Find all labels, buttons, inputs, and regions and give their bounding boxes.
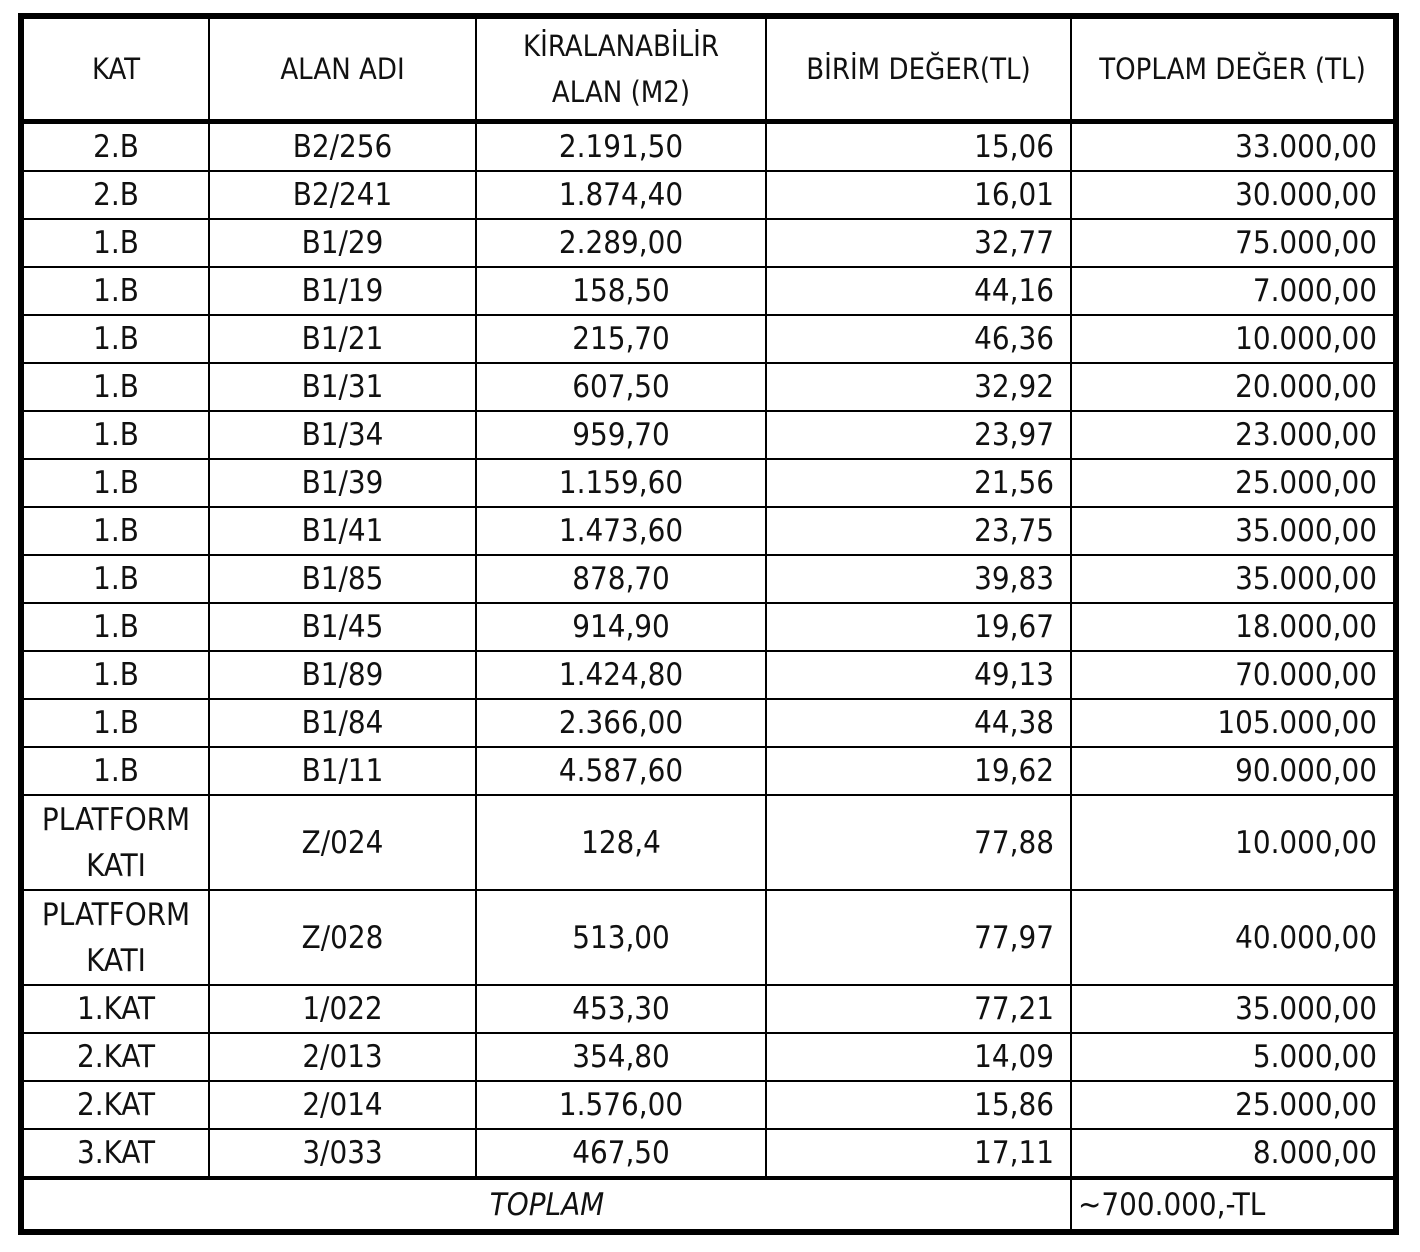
cell-toplam-deger: 10.000,00 [1071, 315, 1396, 363]
cell-alan-adi: B1/29 [209, 219, 476, 267]
cell-birim-deger: 44,16 [766, 267, 1071, 315]
cell-kiralanabilir-alan: 467,50 [476, 1129, 766, 1178]
cell-toplam-deger: 35.000,00 [1071, 555, 1396, 603]
cell-kiralanabilir-alan: 607,50 [476, 363, 766, 411]
table-row [21, 1033, 1396, 1081]
table-row [21, 363, 1396, 411]
cell-alan-adi: B1/11 [209, 747, 476, 795]
cell-kat: PLATFORM KATI [21, 795, 209, 890]
total-value: ~700.000,-TL [1071, 1178, 1396, 1232]
table-row [21, 795, 1396, 890]
table-row [21, 315, 1396, 363]
cell-alan-adi: B1/34 [209, 411, 476, 459]
table-row [21, 890, 1396, 985]
cell-toplam-deger: 70.000,00 [1071, 651, 1396, 699]
cell-toplam-deger: 25.000,00 [1071, 459, 1396, 507]
table-row [21, 122, 1396, 172]
header-alan-adi: ALAN ADI [209, 16, 476, 122]
cell-kat: 1.B [21, 555, 209, 603]
cell-birim-deger: 23,75 [766, 507, 1071, 555]
cell-birim-deger: 15,86 [766, 1081, 1071, 1129]
cell-toplam-deger: 23.000,00 [1071, 411, 1396, 459]
cell-toplam-deger: 35.000,00 [1071, 985, 1396, 1033]
cell-toplam-deger: 20.000,00 [1071, 363, 1396, 411]
cell-toplam-deger: 90.000,00 [1071, 747, 1396, 795]
cell-kat: 1.B [21, 747, 209, 795]
cell-toplam-deger: 25.000,00 [1071, 1081, 1396, 1129]
table-row [21, 219, 1396, 267]
cell-alan-adi: 2/013 [209, 1033, 476, 1081]
cell-kat: 3.KAT [21, 1129, 209, 1178]
cell-toplam-deger: 30.000,00 [1071, 171, 1396, 219]
cell-alan-adi: B1/21 [209, 315, 476, 363]
cell-birim-deger: 44,38 [766, 699, 1071, 747]
cell-toplam-deger: 75.000,00 [1071, 219, 1396, 267]
cell-kat: 1.KAT [21, 985, 209, 1033]
cell-alan-adi: B1/45 [209, 603, 476, 651]
cell-kat: 1.B [21, 363, 209, 411]
table-row [21, 1081, 1396, 1129]
table-body [21, 122, 1396, 1179]
cell-kiralanabilir-alan: 959,70 [476, 411, 766, 459]
cell-alan-adi: B1/84 [209, 699, 476, 747]
cell-birim-deger: 46,36 [766, 315, 1071, 363]
cell-alan-adi: Z/028 [209, 890, 476, 985]
cell-toplam-deger: 10.000,00 [1071, 795, 1396, 890]
cell-kiralanabilir-alan: 1.473,60 [476, 507, 766, 555]
header-kat: KAT [21, 16, 209, 122]
total-label: TOPLAM [21, 1178, 1071, 1232]
cell-birim-deger: 19,62 [766, 747, 1071, 795]
table-row [21, 985, 1396, 1033]
cell-toplam-deger: 105.000,00 [1071, 699, 1396, 747]
cell-birim-deger: 39,83 [766, 555, 1071, 603]
table-row [21, 651, 1396, 699]
cell-kat: 1.B [21, 699, 209, 747]
cell-alan-adi: B1/19 [209, 267, 476, 315]
table-header [21, 16, 1396, 122]
cell-kat: 1.B [21, 651, 209, 699]
table-row [21, 411, 1396, 459]
cell-kiralanabilir-alan: 914,90 [476, 603, 766, 651]
table-row [21, 1129, 1396, 1178]
cell-kiralanabilir-alan: 2.289,00 [476, 219, 766, 267]
cell-kiralanabilir-alan: 1.874,40 [476, 171, 766, 219]
cell-toplam-deger: 8.000,00 [1071, 1129, 1396, 1178]
cell-kat: 2.KAT [21, 1081, 209, 1129]
cell-toplam-deger: 40.000,00 [1071, 890, 1396, 985]
cell-kat: 1.B [21, 507, 209, 555]
cell-alan-adi: B2/241 [209, 171, 476, 219]
cell-alan-adi: B2/256 [209, 122, 476, 172]
cell-birim-deger: 16,01 [766, 171, 1071, 219]
cell-toplam-deger: 5.000,00 [1071, 1033, 1396, 1081]
cell-alan-adi: Z/024 [209, 795, 476, 890]
cell-birim-deger: 17,11 [766, 1129, 1071, 1178]
cell-alan-adi: 3/033 [209, 1129, 476, 1178]
header-toplam-deger: TOPLAM DEĞER (TL) [1071, 16, 1396, 122]
table-row [21, 747, 1396, 795]
table-row [21, 507, 1396, 555]
header-birim-deger: BİRİM DEĞER(TL) [766, 16, 1071, 122]
cell-alan-adi: 2/014 [209, 1081, 476, 1129]
cell-alan-adi: B1/85 [209, 555, 476, 603]
cell-alan-adi: B1/31 [209, 363, 476, 411]
header-kiralanabilir-alan: KİRALANABİLİR ALAN (M2) [476, 16, 766, 122]
table-row [21, 459, 1396, 507]
cell-birim-deger: 77,21 [766, 985, 1071, 1033]
cell-kat: 2.B [21, 171, 209, 219]
cell-kat: PLATFORM KATI [21, 890, 209, 985]
cell-birim-deger: 32,92 [766, 363, 1071, 411]
cell-toplam-deger: 35.000,00 [1071, 507, 1396, 555]
table-row [21, 267, 1396, 315]
cell-kiralanabilir-alan: 1.159,60 [476, 459, 766, 507]
cell-kiralanabilir-alan: 4.587,60 [476, 747, 766, 795]
cell-kat: 2.KAT [21, 1033, 209, 1081]
cell-kat: 1.B [21, 315, 209, 363]
cell-birim-deger: 49,13 [766, 651, 1071, 699]
table-row [21, 171, 1396, 219]
cell-kiralanabilir-alan: 1.576,00 [476, 1081, 766, 1129]
cell-alan-adi: B1/39 [209, 459, 476, 507]
table-row [21, 603, 1396, 651]
cell-kiralanabilir-alan: 354,80 [476, 1033, 766, 1081]
cell-birim-deger: 77,97 [766, 890, 1071, 985]
cell-toplam-deger: 33.000,00 [1071, 122, 1396, 172]
header-row [21, 16, 1396, 122]
total-row [21, 1178, 1396, 1232]
cell-alan-adi: B1/89 [209, 651, 476, 699]
cell-birim-deger: 21,56 [766, 459, 1071, 507]
cell-kiralanabilir-alan: 453,30 [476, 985, 766, 1033]
cell-birim-deger: 23,97 [766, 411, 1071, 459]
table-footer [21, 1178, 1396, 1232]
cell-kiralanabilir-alan: 215,70 [476, 315, 766, 363]
cell-kat: 1.B [21, 219, 209, 267]
cell-kat: 1.B [21, 459, 209, 507]
cell-toplam-deger: 7.000,00 [1071, 267, 1396, 315]
cell-kat: 2.B [21, 122, 209, 172]
cell-alan-adi: 1/022 [209, 985, 476, 1033]
table-row [21, 699, 1396, 747]
cell-birim-deger: 14,09 [766, 1033, 1071, 1081]
cell-kiralanabilir-alan: 513,00 [476, 890, 766, 985]
rental-value-table [18, 13, 1399, 1235]
cell-birim-deger: 77,88 [766, 795, 1071, 890]
table-row [21, 555, 1396, 603]
cell-birim-deger: 19,67 [766, 603, 1071, 651]
cell-kat: 1.B [21, 411, 209, 459]
cell-kat: 1.B [21, 267, 209, 315]
cell-kiralanabilir-alan: 878,70 [476, 555, 766, 603]
cell-birim-deger: 32,77 [766, 219, 1071, 267]
cell-kat: 1.B [21, 603, 209, 651]
cell-kiralanabilir-alan: 1.424,80 [476, 651, 766, 699]
cell-kiralanabilir-alan: 2.366,00 [476, 699, 766, 747]
cell-birim-deger: 15,06 [766, 122, 1071, 172]
cell-kiralanabilir-alan: 158,50 [476, 267, 766, 315]
cell-toplam-deger: 18.000,00 [1071, 603, 1396, 651]
cell-alan-adi: B1/41 [209, 507, 476, 555]
cell-kiralanabilir-alan: 128,4 [476, 795, 766, 890]
cell-kiralanabilir-alan: 2.191,50 [476, 122, 766, 172]
